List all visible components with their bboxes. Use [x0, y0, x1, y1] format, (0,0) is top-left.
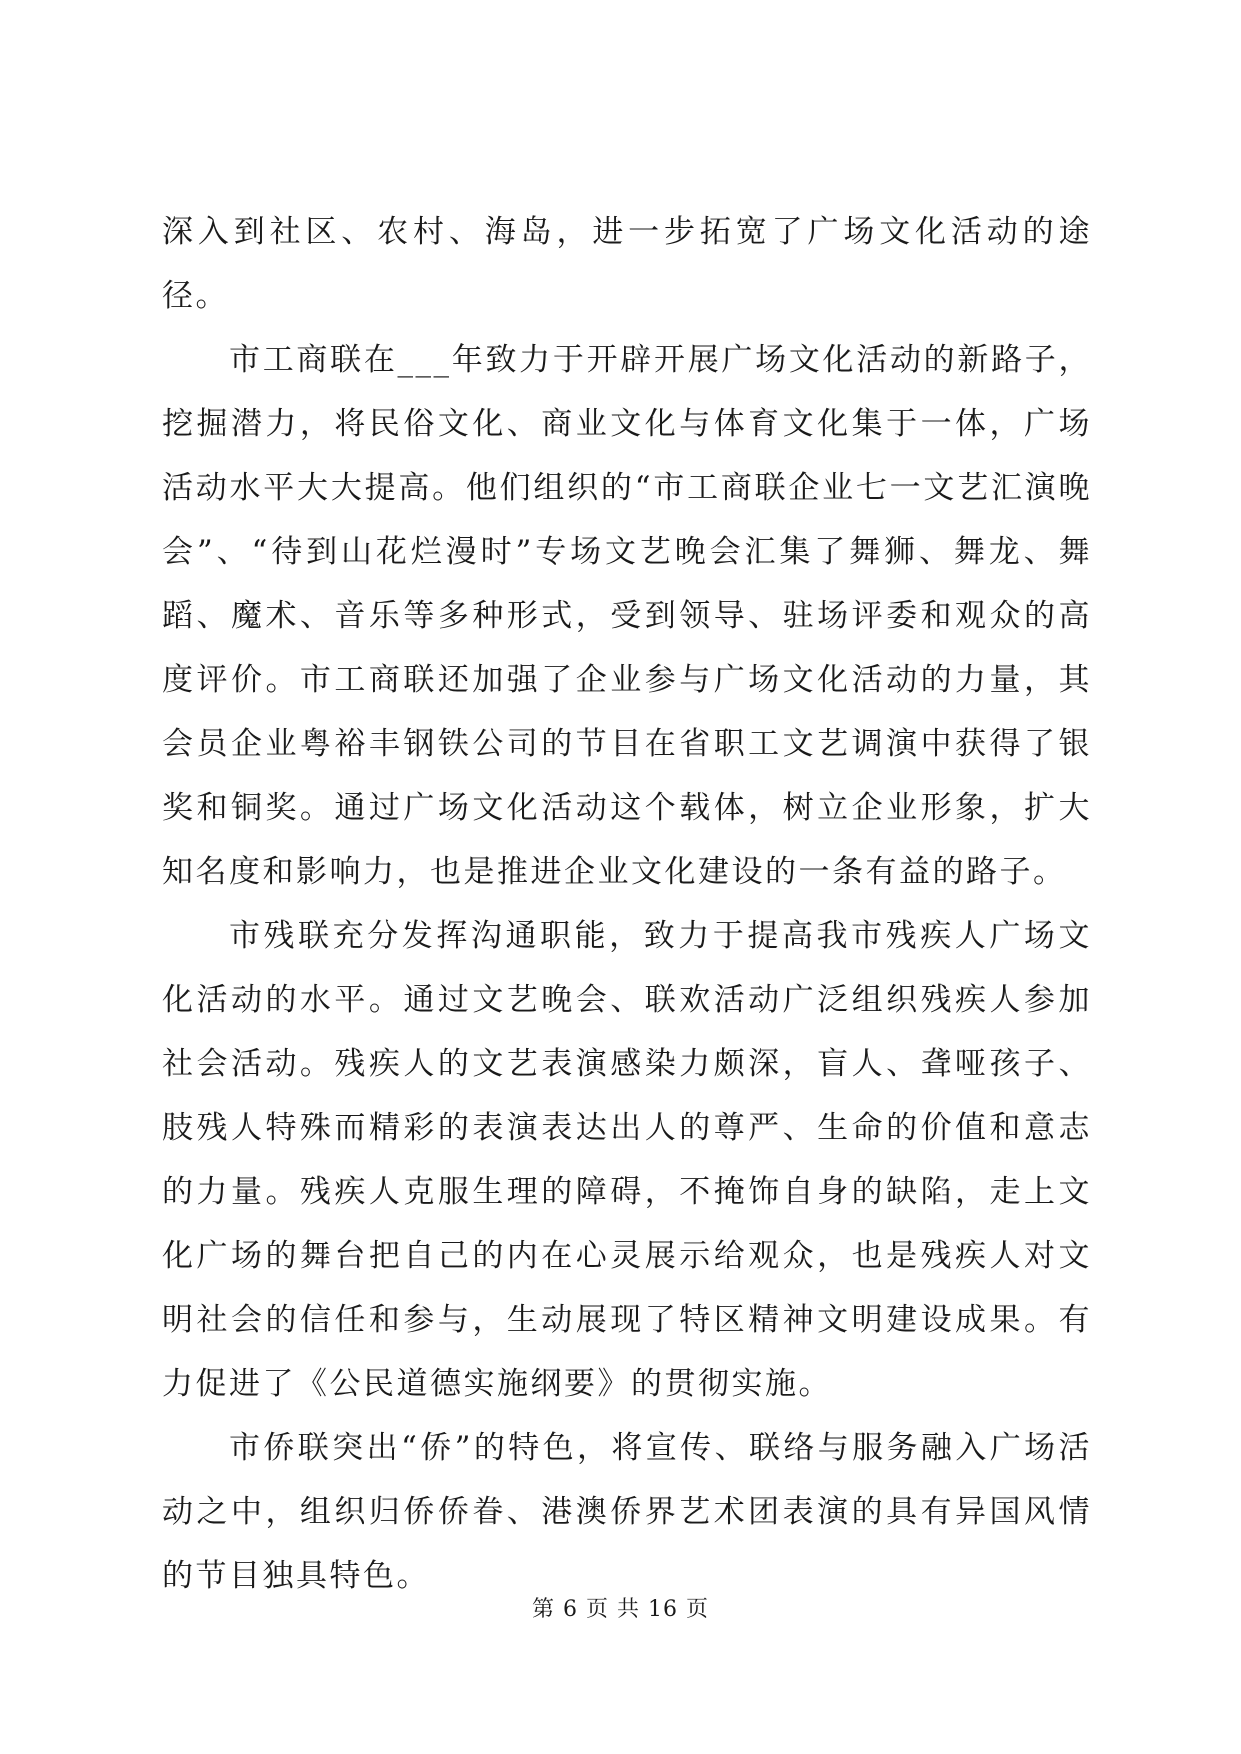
paragraph-disabled-persons-federation: 市残联充分发挥沟通职能，致力于提高我市残疾人广场文化活动的水平。通过文艺晚会、联欢活动广泛组织残疾人参加社会活动。残疾人的文艺表演感染力颇深，盲人、聋哑孩子、肢残人特殊而精彩的表演表达出人的尊严、生命的价值和意志的力量。残疾人克服生理的障碍，不掩饰自身的缺陷，走上文化广场的舞台把自己的内在心灵展示给观众，也是残疾人对文明社会的信任和参与，生动展现了特区精神文明建设成果。有力促进了《公民道德实施纲要》的贯彻实施。 — [162, 918, 1092, 1402]
page-number-footer: 第 6 页 共 16 页 — [532, 1597, 709, 1622]
paragraph-continuation: 深入到社区、农村、海岛，进一步拓宽了广场文化活动的途径。 — [162, 214, 1092, 314]
paragraph-overseas-chinese-federation: 市侨联突出“侨”的特色，将宣传、联络与服务融入广场活动之中，组织归侨侨眷、港澳侨界艺术团表演的具有异国风情的节目独具特色。 — [162, 1430, 1092, 1594]
paragraph-federation-of-commerce: 市工商联在___年致力于开辟开展广场文化活动的新路子，挖掘潜力，将民俗文化、商业文化与体育文化集于一体，广场活动水平大大提高。他们组织的“市工商联企业七一文艺汇演晚会”、“待到山花烂漫时”专场文艺晚会汇集了舞狮、舞龙、舞蹈、魔术、音乐等多种形式，受到领导、驻场评委和观众的高度评价。市工商联还加强了企业参与广场文化活动的力量，其会员企业粤裕丰钢铁公司的节目在省职工文艺调演中获得了银奖和铜奖。通过广场文化活动这个载体，树立企业形象，扩大知名度和影响力，也是推进企业文化建设的一条有益的路子。 — [162, 342, 1092, 890]
document-body — [162, 200, 1092, 1608]
